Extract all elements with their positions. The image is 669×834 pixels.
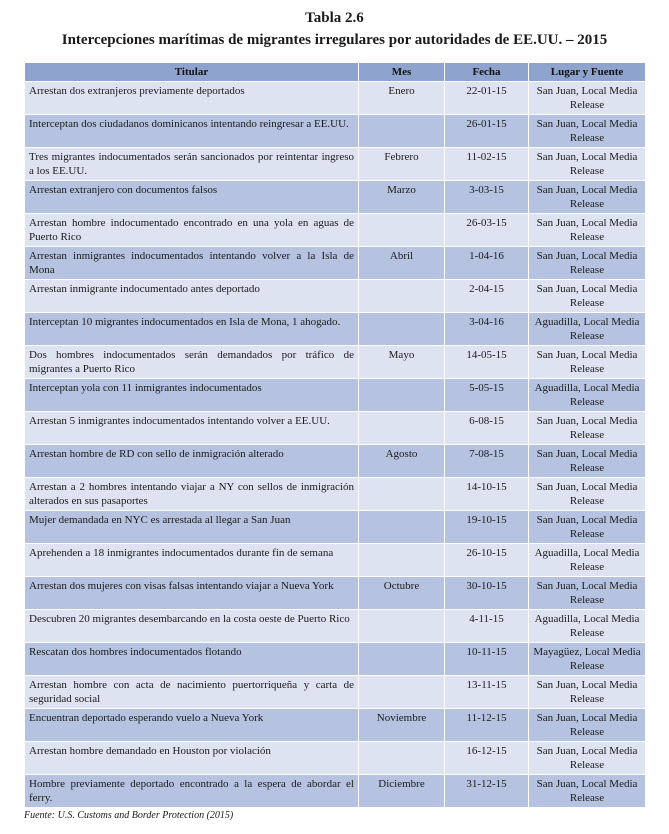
table-row xyxy=(25,82,646,115)
cell-mes: Octubre xyxy=(359,577,445,610)
interceptions-table xyxy=(24,62,646,808)
cell-mes xyxy=(359,676,445,709)
cell-lugar: Aguadilla, Local Media Release xyxy=(529,313,646,346)
table-row xyxy=(25,445,646,478)
cell-fecha: 31-12-15 xyxy=(445,775,529,808)
cell-lugar: San Juan, Local Media Release xyxy=(529,214,646,247)
cell-mes xyxy=(359,214,445,247)
cell-mes: Febrero xyxy=(359,148,445,181)
cell-mes: Noviembre xyxy=(359,709,445,742)
cell-mes xyxy=(359,478,445,511)
cell-mes: Diciembre xyxy=(359,775,445,808)
cell-titular: Arrestan hombre con acta de nacimiento puertorriqueña y carta de seguridad social xyxy=(25,676,359,709)
cell-titular: Arrestan hombre demandado en Houston por violación xyxy=(25,742,359,775)
cell-lugar: San Juan, Local Media Release xyxy=(529,82,646,115)
table-row xyxy=(25,577,646,610)
cell-lugar: Aguadilla, Local Media Release xyxy=(529,610,646,643)
cell-lugar: San Juan, Local Media Release xyxy=(529,676,646,709)
cell-lugar: San Juan, Local Media Release xyxy=(529,148,646,181)
table-row xyxy=(25,544,646,577)
cell-titular: Arrestan 5 inmigrantes indocumentados intentando volver a EE.UU. xyxy=(25,412,359,445)
table-number: Tabla 2.6 xyxy=(305,10,364,26)
cell-mes xyxy=(359,280,445,313)
table-row xyxy=(25,181,646,214)
cell-mes: Marzo xyxy=(359,181,445,214)
cell-titular: Interceptan 10 migrantes indocumentados en Isla de Mona, 1 ahogado. xyxy=(25,313,359,346)
cell-titular: Arrestan inmigrante indocumentado antes deportado xyxy=(25,280,359,313)
cell-fecha: 13-11-15 xyxy=(445,676,529,709)
table-row xyxy=(25,214,646,247)
cell-lugar: San Juan, Local Media Release xyxy=(529,247,646,280)
table-row xyxy=(25,247,646,280)
cell-lugar: San Juan, Local Media Release xyxy=(529,775,646,808)
cell-fecha: 14-10-15 xyxy=(445,478,529,511)
cell-fecha: 30-10-15 xyxy=(445,577,529,610)
header-fecha: Fecha xyxy=(445,63,529,82)
cell-mes xyxy=(359,115,445,148)
cell-titular: Dos hombres indocumentados serán demandados por tráfico de migrantes a Puerto Rico xyxy=(25,346,359,379)
cell-titular: Arrestan hombre indocumentado encontrado en una yola en aguas de Puerto Rico xyxy=(25,214,359,247)
cell-lugar: San Juan, Local Media Release xyxy=(529,280,646,313)
cell-fecha: 26-10-15 xyxy=(445,544,529,577)
cell-lugar: Mayagüez, Local Media Release xyxy=(529,643,646,676)
table-row xyxy=(25,115,646,148)
cell-fecha: 3-04-16 xyxy=(445,313,529,346)
table-row xyxy=(25,478,646,511)
cell-mes: Abril xyxy=(359,247,445,280)
header-lugar: Lugar y Fuente xyxy=(529,63,646,82)
cell-lugar: San Juan, Local Media Release xyxy=(529,511,646,544)
cell-fecha: 11-02-15 xyxy=(445,148,529,181)
cell-lugar: San Juan, Local Media Release xyxy=(529,445,646,478)
table-row xyxy=(25,412,646,445)
cell-fecha: 2-04-15 xyxy=(445,280,529,313)
cell-titular: Arrestan inmigrantes indocumentados intentando volver a la Isla de Mona xyxy=(25,247,359,280)
source-note: Fuente: U.S. Customs and Border Protection (2015) xyxy=(24,810,234,821)
cell-lugar: San Juan, Local Media Release xyxy=(529,709,646,742)
cell-fecha: 6-08-15 xyxy=(445,412,529,445)
cell-fecha: 1-04-16 xyxy=(445,247,529,280)
cell-mes xyxy=(359,544,445,577)
cell-mes: Enero xyxy=(359,82,445,115)
cell-titular: Mujer demandada en NYC es arrestada al llegar a San Juan xyxy=(25,511,359,544)
table-header-row xyxy=(25,63,646,82)
cell-titular: Arrestan extranjero con documentos falsos xyxy=(25,181,359,214)
cell-mes xyxy=(359,379,445,412)
cell-mes xyxy=(359,412,445,445)
cell-titular: Arrestan hombre de RD con sello de inmigración alterado xyxy=(25,445,359,478)
cell-titular: Descubren 20 migrantes desembarcando en la costa oeste de Puerto Rico xyxy=(25,610,359,643)
table-row xyxy=(25,775,646,808)
cell-mes xyxy=(359,610,445,643)
cell-fecha: 10-11-15 xyxy=(445,643,529,676)
cell-titular: Tres migrantes indocumentados serán sancionados por reintentar ingreso a los EE.UU. xyxy=(25,148,359,181)
cell-titular: Rescatan dos hombres indocumentados flotando xyxy=(25,643,359,676)
cell-fecha: 26-01-15 xyxy=(445,115,529,148)
table-row xyxy=(25,280,646,313)
header-titular: Titular xyxy=(25,63,359,82)
cell-fecha: 22-01-15 xyxy=(445,82,529,115)
table-row xyxy=(25,643,646,676)
cell-fecha: 19-10-15 xyxy=(445,511,529,544)
cell-titular: Interceptan dos ciudadanos dominicanos intentando reingresar a EE.UU. xyxy=(25,115,359,148)
cell-mes xyxy=(359,511,445,544)
table-row xyxy=(25,379,646,412)
table-row xyxy=(25,148,646,181)
cell-lugar: San Juan, Local Media Release xyxy=(529,742,646,775)
table-row xyxy=(25,709,646,742)
cell-mes: Mayo xyxy=(359,346,445,379)
table-row xyxy=(25,511,646,544)
cell-titular: Interceptan yola con 11 inmigrantes indocumentados xyxy=(25,379,359,412)
cell-lugar: Aguadilla, Local Media Release xyxy=(529,544,646,577)
cell-mes xyxy=(359,313,445,346)
cell-lugar: San Juan, Local Media Release xyxy=(529,181,646,214)
cell-lugar: San Juan, Local Media Release xyxy=(529,577,646,610)
cell-titular: Arrestan dos extranjeros previamente deportados xyxy=(25,82,359,115)
cell-mes: Agosto xyxy=(359,445,445,478)
cell-titular: Encuentran deportado esperando vuelo a Nueva York xyxy=(25,709,359,742)
table-row xyxy=(25,313,646,346)
cell-fecha: 11-12-15 xyxy=(445,709,529,742)
cell-fecha: 16-12-15 xyxy=(445,742,529,775)
cell-lugar: San Juan, Local Media Release xyxy=(529,346,646,379)
header-mes: Mes xyxy=(359,63,445,82)
cell-lugar: San Juan, Local Media Release xyxy=(529,478,646,511)
cell-fecha: 7-08-15 xyxy=(445,445,529,478)
table-row xyxy=(25,742,646,775)
cell-mes xyxy=(359,643,445,676)
cell-lugar: San Juan, Local Media Release xyxy=(529,412,646,445)
cell-fecha: 26-03-15 xyxy=(445,214,529,247)
cell-lugar: San Juan, Local Media Release xyxy=(529,115,646,148)
table-title: Intercepciones marítimas de migrantes irregulares por autoridades de EE.UU. – 2015 xyxy=(61,32,608,48)
cell-fecha: 5-05-15 xyxy=(445,379,529,412)
table-row xyxy=(25,610,646,643)
cell-lugar: Aguadilla, Local Media Release xyxy=(529,379,646,412)
table-row xyxy=(25,676,646,709)
cell-titular: Arrestan dos mujeres con visas falsas intentando viajar a Nueva York xyxy=(25,577,359,610)
cell-fecha: 3-03-15 xyxy=(445,181,529,214)
cell-fecha: 4-11-15 xyxy=(445,610,529,643)
cell-mes xyxy=(359,742,445,775)
table-body xyxy=(25,82,646,808)
cell-fecha: 14-05-15 xyxy=(445,346,529,379)
cell-titular: Hombre previamente deportado encontrado a la espera de abordar el ferry. xyxy=(25,775,359,808)
table-row xyxy=(25,346,646,379)
cell-titular: Aprehenden a 18 inmigrantes indocumentados durante fin de semana xyxy=(25,544,359,577)
cell-titular: Arrestan a 2 hombres intentando viajar a NY con sellos de inmigración alterados en sus pasaportes xyxy=(25,478,359,511)
